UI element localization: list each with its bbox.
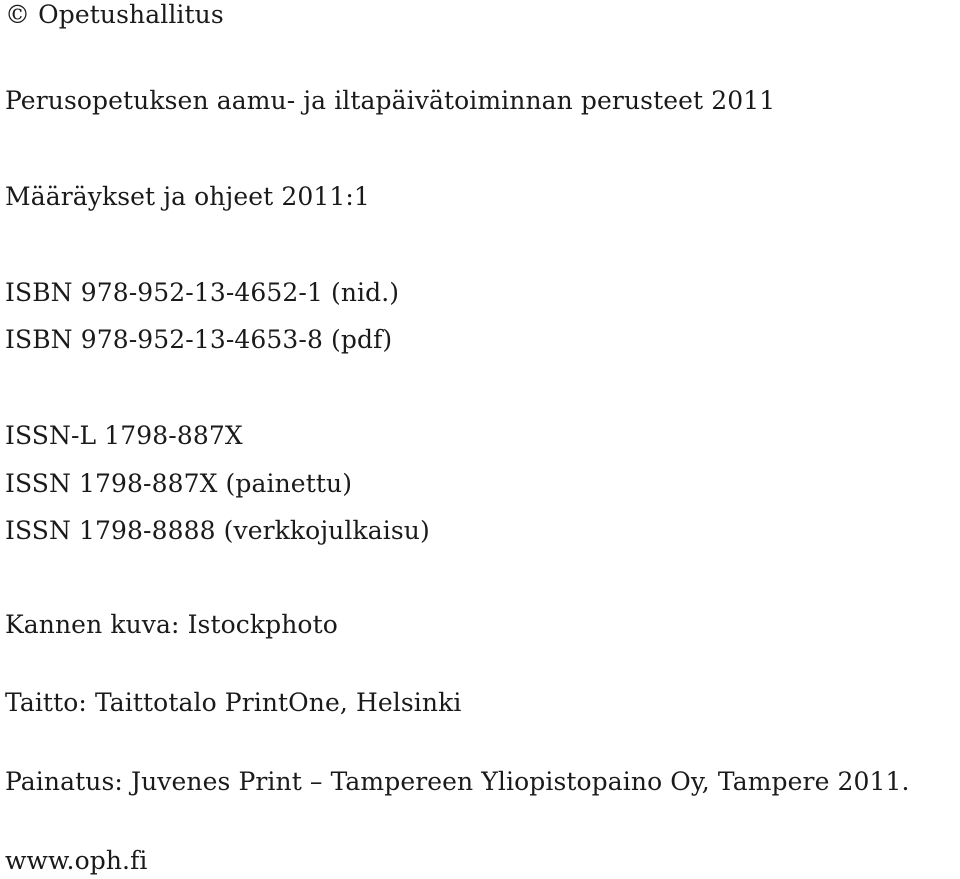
isbn-print: ISBN 978-952-13-4652-1 (nid.) [5,278,400,307]
cover-photo-credit: Kannen kuva: Istockphoto [5,610,338,639]
website-url: www.oph.fi [5,846,148,875]
issn-l: ISSN-L 1798-887X [5,421,243,450]
series-line: Määräykset ja ohjeet 2011:1 [5,182,370,211]
issn-print: ISSN 1798-887X (painettu) [5,469,353,498]
isbn-pdf: ISBN 978-952-13-4653-8 (pdf) [5,325,393,354]
publication-title: Perusopetuksen aamu- ja iltapäivätoiminnan perusteet 2011 [5,86,776,115]
layout-credit: Taitto: Taittotalo PrintOne, Helsinki [5,688,462,717]
issn-online: ISSN 1798-8888 (verkkojulkaisu) [5,516,430,545]
copyright-notice: © Opetushallitus [5,0,224,29]
printing-credit: Painatus: Juvenes Print – Tampereen Yliopistopaino Oy, Tampere 2011. [5,767,910,796]
